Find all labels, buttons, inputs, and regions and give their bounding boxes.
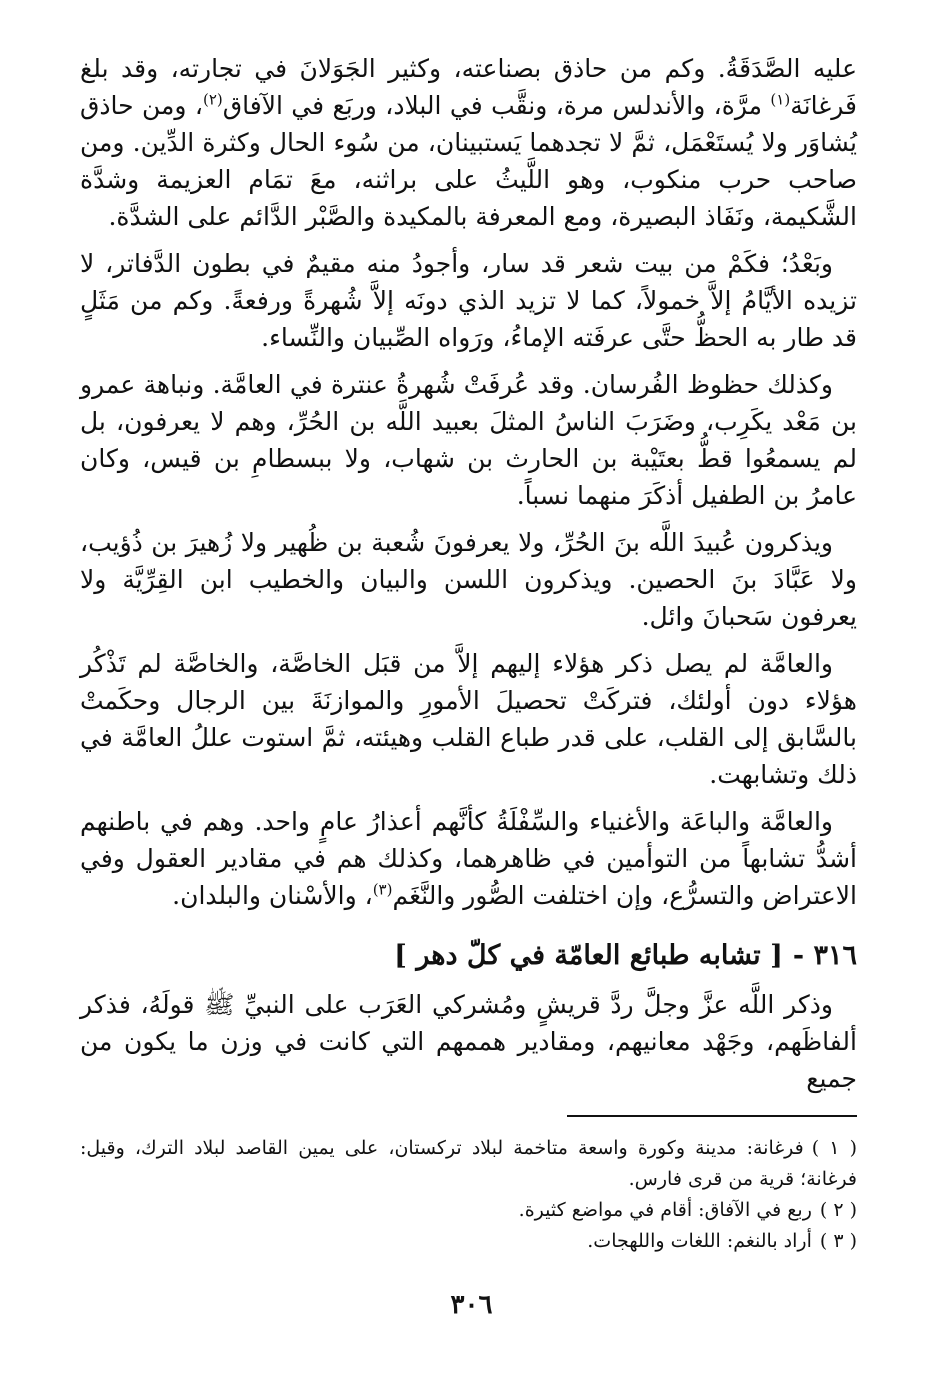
footnote-text: ربع في الآفاق: أقام في مواضع كثيرة. [518,1199,812,1221]
paragraph-3: وكذلك حظوظ الفُرسان. وقد عُرفَتْ شُهرةُ عنترة في العامَّة. ونباهة عمرو بن مَعْد يكَرِب، وضَرَبَ الناسُ المثلَ بعبيد اللَّه بن الحُرِّ، وهم لا يعرفون، بل لم يسمعُوا قطُّ بعتَيْبة بن الحارث بن شهاب، ولا ببسطامِ بن قيس، وكان عامرُ بن الطفيل أذكَرَ منهما نسباً. [80,370,857,510]
paragraph-5: والعامَّة لم يصل ذكر هؤلاء إليهم إلاَّ من قبَل الخاصَّة، والخاصَّة لم تَذْكُر هؤلاء دون أولئك، فتركَتْ تحصيلَ الأمورِ والموازنَةَ بين الرجال وحكَمتْ بالسَّابق إلى القلب، على قدر طباع القلب وهيئته، ثمَّ استوت عللُ العامَّة في ذلك وتشابهت. [80,649,857,789]
footnote-2 [80,1195,857,1226]
paragraph-6-text-a: والعامَّة والباعَة والأغنياء والسِّفْلَةُ كأنَّهم أعذارُ عامٍ واحد. وهم في باطنهم أشدُّ تشابهاً من التوأمين في ظاهرهما، وكذلك هم في مقادير العقول وفي الاعتراض والتسرُّع، وإن اختلفت الصُّور والنَّغَم [80,807,857,910]
footnote-ref-2: (٢) [202,90,223,109]
footnotes [80,1133,857,1257]
paragraph-2: وبَعْدُ؛ فكَمْ من بيت شعر قد سار، وأجودُ منه مقيمٌ في بطون الدَّفاتر، لا تزيده الأيَّامُ إلاَّ خمولاً، كما لا تزيد الذي دونَه إلاَّ شُهرةً ورفعةً. وكم من مَثَلٍ قد طار به الحظُّ حتَّى عرفَته الإماءُ، ورَواه الصِّبيان والنِّساء. [80,249,857,352]
paragraph-1-text-a: عليه الصَّدَقَةُ. وكم من حاذق بصناعته، وكثير الجَوَلانَ في تجارته، وقد بلغ فَرغانَة [80,54,857,120]
section-title: [ تشابه طبائع العامّة في كلّ دهر ] [394,940,783,971]
footnote-divider [567,1115,857,1117]
paragraph-1 [80,50,857,235]
footnote-marker: ( ٣ ) [819,1230,857,1252]
footnote-ref-1: (١) [770,90,791,109]
footnote-3 [80,1226,857,1257]
footnote-1 [80,1133,857,1195]
page-number: ٣٠٦ [450,1290,493,1320]
paragraph-4: ويذكرون عُبيدَ اللَّه بنَ الحُرِّ، ولا يعرفونَ شُعبة بن ظُهير ولا زُهيرَ بن ذُؤيب، ولا عَبَّادَ بنَ الحصين. ويذكرون اللسن والبيان والخطيب ابن القِرِّيَّة ولا يعرفون سَحبانَ وائل. [80,528,857,631]
section-heading [80,936,857,976]
paragraph-1-text-c: ، ومن حاذق يُشاوَر ولا يُستَعْمَل، ثمَّ لا تجدهما يَستبينان، من سُوء الحال وكثرة الدِّين. ومن صاحب حرب منكوب، وهو اللَّيثُ على براثنه، معَ تمَام العزيمة وشدَّة الشَّكيمة، ونَفَاذ البصيرة، ومع المعرفة بالمكيدة والصَّبْر الدَّائم على الشدَّة. [80,91,857,231]
footnote-text: أراد بالنغم: اللغات واللهجات. [587,1230,812,1252]
paragraph-6-text-b: ، والأسْنان والبلدان. [172,881,373,910]
section-paragraph: وذكر اللَّه عزَّ وجلَّ ردَّ قريشٍ ومُشركي العَرَب على النبيِّ ﷺ قولَهُ، فذكر ألفاظَهم، وجَهْد معانيهم، ومقادير هممهم التي كانت في وزن ما يكون من جميع [80,990,857,1093]
footnote-ref-3: (٣) [372,880,393,899]
footnote-marker: ( ١ ) [811,1137,858,1159]
footnote-marker: ( ٢ ) [819,1199,857,1221]
section-number: ٣١٦ - [792,940,857,971]
paragraph-1-text-b: مرَّة، والأندلس مرة، ونقَّب في البلاد، وربَع في الآفاق [222,91,771,120]
paragraph-6 [80,803,857,914]
footnote-text: فرغانة: مدينة وكورة واسعة متاخمة لبلاد تركستان، على يمين القاصد لبلاد الترك، وقيل: فرغانة؛ قرية من قرى فارس. [80,1137,857,1190]
